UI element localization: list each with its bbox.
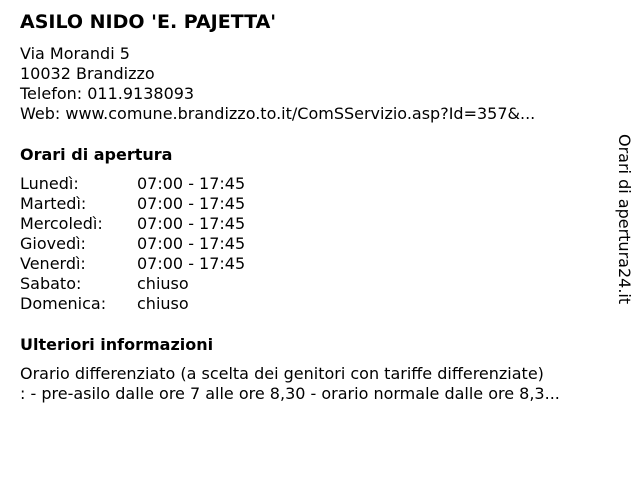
time-value: 07:00 - 17:45 [137, 214, 246, 233]
additional-info-heading: Ulteriori informazioni [20, 335, 214, 354]
time-value: 07:00 - 17:45 [137, 194, 246, 213]
day-label: Lunedì: [20, 174, 79, 193]
hours-row-monday [20, 174, 320, 194]
info-line-1: Orario differenziato (a scelta dei genitori con tariffe differenziate) [20, 364, 544, 383]
day-label: Giovedì: [20, 234, 86, 253]
site-brand-text: Orari di apertura24.it [615, 134, 634, 305]
opening-hours-heading: Orari di apertura [20, 145, 173, 164]
hours-row-saturday [20, 274, 320, 294]
info-line-2: : - pre-asilo dalle ore 7 alle ore 8,30 - orario normale dalle ore 8,3... [20, 384, 560, 403]
contact-block [20, 44, 535, 124]
hours-row-thursday [20, 234, 320, 254]
time-value: 07:00 - 17:45 [137, 234, 246, 253]
time-value: chiuso [137, 274, 189, 293]
address-line: Via Morandi 5 [20, 44, 130, 63]
city-line: 10032 Brandizzo [20, 64, 155, 83]
day-label: Venerdì: [20, 254, 86, 273]
web-line[interactable]: Web: www.comune.brandizzo.to.it/ComSServizio.asp?Id=357&... [20, 104, 536, 123]
day-label: Mercoledì: [20, 214, 103, 233]
hours-row-wednesday [20, 214, 320, 234]
day-label: Sabato: [20, 274, 82, 293]
phone-line: Telefon: 011.9138093 [20, 84, 195, 103]
hours-row-friday [20, 254, 320, 274]
time-value: chiuso [137, 294, 189, 313]
hours-row-tuesday [20, 194, 320, 214]
opening-hours-table [20, 174, 320, 314]
page-title: ASILO NIDO 'E. PAJETTA' [20, 11, 277, 33]
additional-info-text [20, 364, 560, 404]
time-value: 07:00 - 17:45 [137, 174, 246, 193]
day-label: Domenica: [20, 294, 107, 313]
hours-row-sunday [20, 294, 320, 314]
day-label: Martedì: [20, 194, 87, 213]
time-value: 07:00 - 17:45 [137, 254, 246, 273]
site-brand-vertical [612, 134, 636, 310]
